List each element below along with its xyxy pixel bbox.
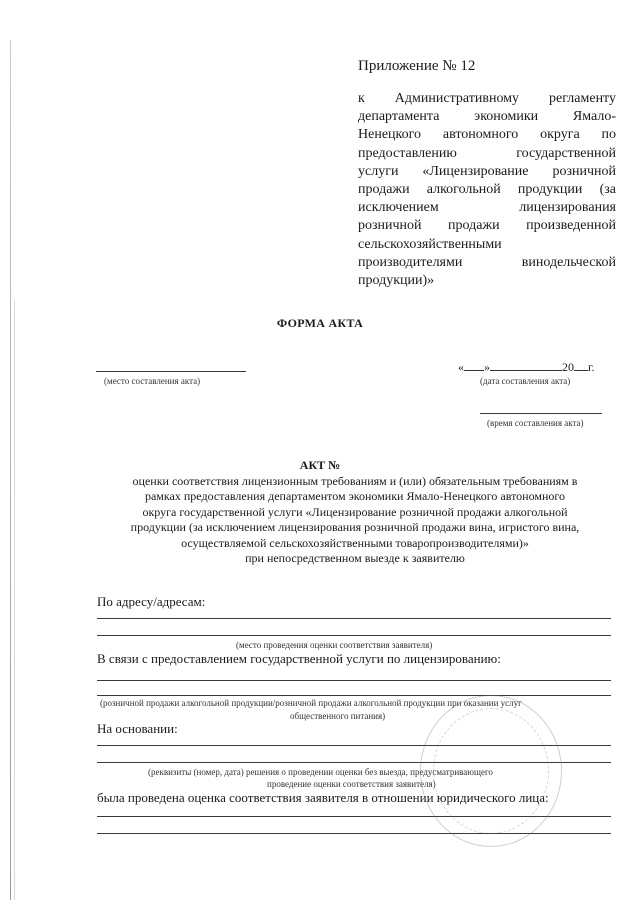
appendix-line: услуги «Лицензирование розничной [358,163,616,179]
assessment-line-2 [97,833,611,834]
appendix-line: сельскохозяйственными [358,236,502,252]
act-line: рамках предоставления департаментом экономики Ямало-Ненецкого автономного [144,489,566,504]
appendix-body [358,90,616,290]
basis-caption: проведение оценки соответствия заявителя) [267,779,436,789]
scan-edge-secondary [14,300,15,900]
date-year-prefix: 20 [562,360,574,374]
place-caption: (место составления акта) [104,376,201,386]
appendix-line: продукции)» [358,273,435,289]
address-label: По адресу/адресам: [97,594,206,609]
address-caption: (место проведения оценки соответствия заявителя) [236,640,433,650]
appendix-line: к Административному регламенту [358,91,616,106]
licensing-line-2 [97,695,611,696]
time-line [480,413,602,414]
act-title: АКТ № [299,458,341,472]
basis-label: На основании: [97,721,178,736]
appendix-line: розничной продажи произведенной [358,218,616,234]
licensing-caption: (розничной продажи алкогольной продукции/розничной продажи алкогольной продукции при оказании услуг [100,698,522,708]
date-caption: (дата составления акта) [480,376,571,386]
place-line [96,371,246,372]
date-quote-close: » [484,360,490,374]
appendix-line: исключением лицензирования [358,200,616,216]
act-line: при непосредственном выезде к заявителю [245,551,465,566]
act-body [100,474,610,566]
assessment-label: была проведена оценка соответствия заявителя в отношении юридического лица: [97,790,549,805]
date-quote-open: « [458,360,464,374]
stamp-seal [420,695,562,847]
form-title: ФОРМА АКТА [276,316,364,330]
date-year-suffix: г. [588,360,595,374]
date-year-blank [574,360,588,371]
time-caption: (время составления акта) [487,418,584,428]
address-line-2 [97,635,611,636]
act-line: оценки соответствия лицензионным требованиям и (или) обязательным требованиям в [132,474,578,488]
appendix-line: предоставлению государственной [358,145,616,161]
basis-caption: (реквизиты (номер, дата) решения о проведении оценки без выезда, предусматривающего [148,767,493,777]
date-day-blank [464,360,484,371]
appendix-title: Приложение № 12 [358,58,476,74]
date-line [458,360,595,375]
address-line-1 [97,618,611,619]
appendix-line: производителями винодельческой [358,254,616,270]
date-month-blank [490,360,562,371]
licensing-line-1 [97,680,611,681]
act-line: округа государственной услуги «Лицензирование розничной продажи алкогольной [142,504,568,519]
licensing-caption: общественного питания) [290,711,386,721]
appendix-line: Ненецкого автономного округа по [358,127,616,143]
act-line: продукции (за исключением лицензирования розничной продажи вина, игристого вина, [130,520,580,535]
act-line: осуществляемой сельскохозяйственными товаропроизводителями)» [181,535,529,550]
appendix-line: департамента экономики Ямало- [358,109,616,125]
licensing-label: В связи с предоставлением государственной услуги по лицензированию: [97,651,501,666]
appendix-line: продажи алкогольной продукции (за [358,182,616,198]
